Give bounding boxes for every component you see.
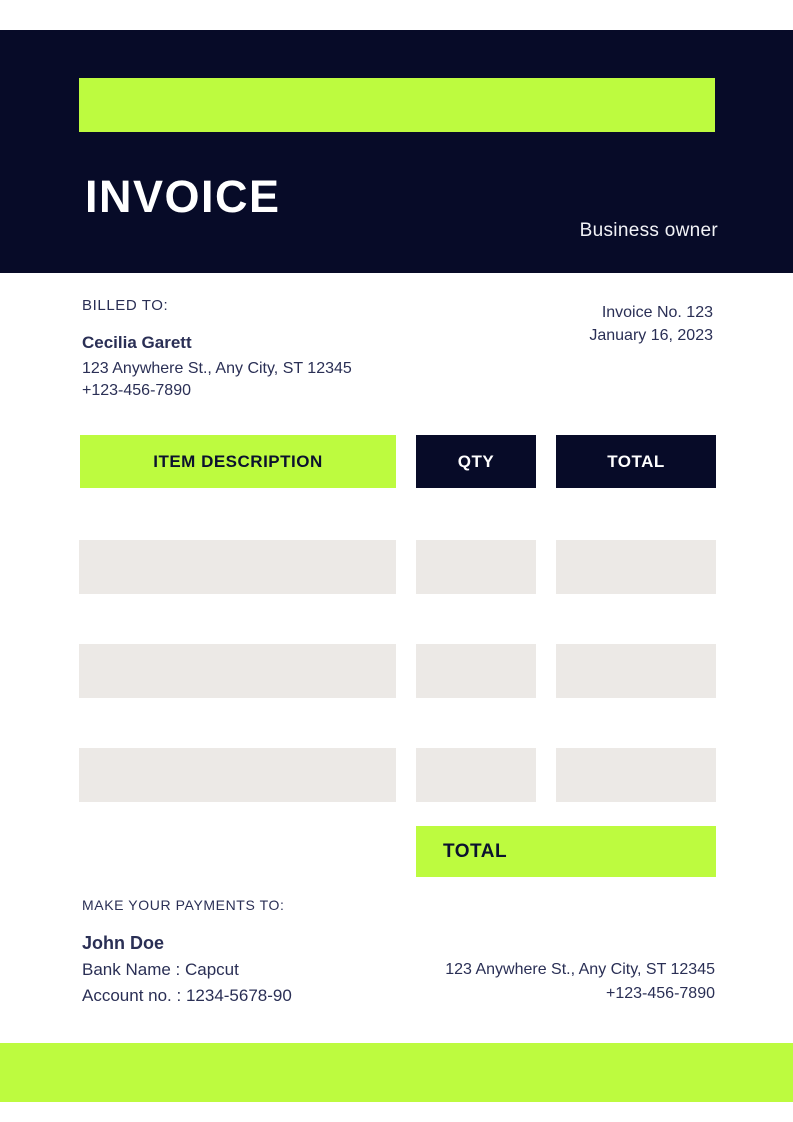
cell-description [79, 748, 396, 802]
billed-to-label: BILLED TO: [82, 297, 169, 314]
invoice-date: January 16, 2023 [589, 327, 713, 345]
cell-qty [416, 644, 536, 698]
cell-qty [416, 540, 536, 594]
cell-description [79, 644, 396, 698]
column-header-item-description: ITEM DESCRIPTION [80, 435, 396, 488]
cell-description [79, 540, 396, 594]
invoice-meta [589, 301, 713, 347]
sender-address: 123 Anywhere St., Any City, ST 12345 [445, 961, 715, 978]
table-row [79, 748, 716, 802]
column-header-qty: QTY [416, 435, 536, 488]
account-number: Account no. : 1234-5678-90 [82, 986, 292, 1005]
business-owner-label: Business owner [579, 220, 718, 241]
table-row [79, 540, 716, 594]
table-row [79, 644, 716, 698]
cell-total [556, 748, 716, 802]
sender-phone: +123-456-7890 [606, 985, 715, 1002]
header-accent-bar [79, 78, 715, 132]
client-address: 123 Anywhere St., Any City, ST 12345 [82, 360, 352, 377]
invoice-title: INVOICE [85, 171, 281, 222]
column-header-total: TOTAL [556, 435, 716, 488]
grand-total-bar [416, 826, 716, 877]
client-phone: +123-456-7890 [82, 382, 191, 399]
cell-total [556, 540, 716, 594]
cell-qty [416, 748, 536, 802]
invoice-header [0, 30, 793, 273]
bank-name: Bank Name : Capcut [82, 960, 239, 979]
payment-section [82, 897, 292, 1006]
footer-accent-bar [0, 1043, 793, 1102]
invoice-number: Invoice No. 123 [601, 304, 713, 321]
payee-name: John Doe [82, 933, 165, 953]
payments-to-label: MAKE YOUR PAYMENTS TO: [82, 897, 285, 913]
client-name: Cecilia Garett [82, 333, 192, 352]
billed-to-section [82, 297, 352, 400]
sender-contact [445, 958, 715, 1006]
cell-total [556, 644, 716, 698]
table-header-row [80, 435, 716, 488]
grand-total-label: TOTAL [443, 840, 508, 862]
